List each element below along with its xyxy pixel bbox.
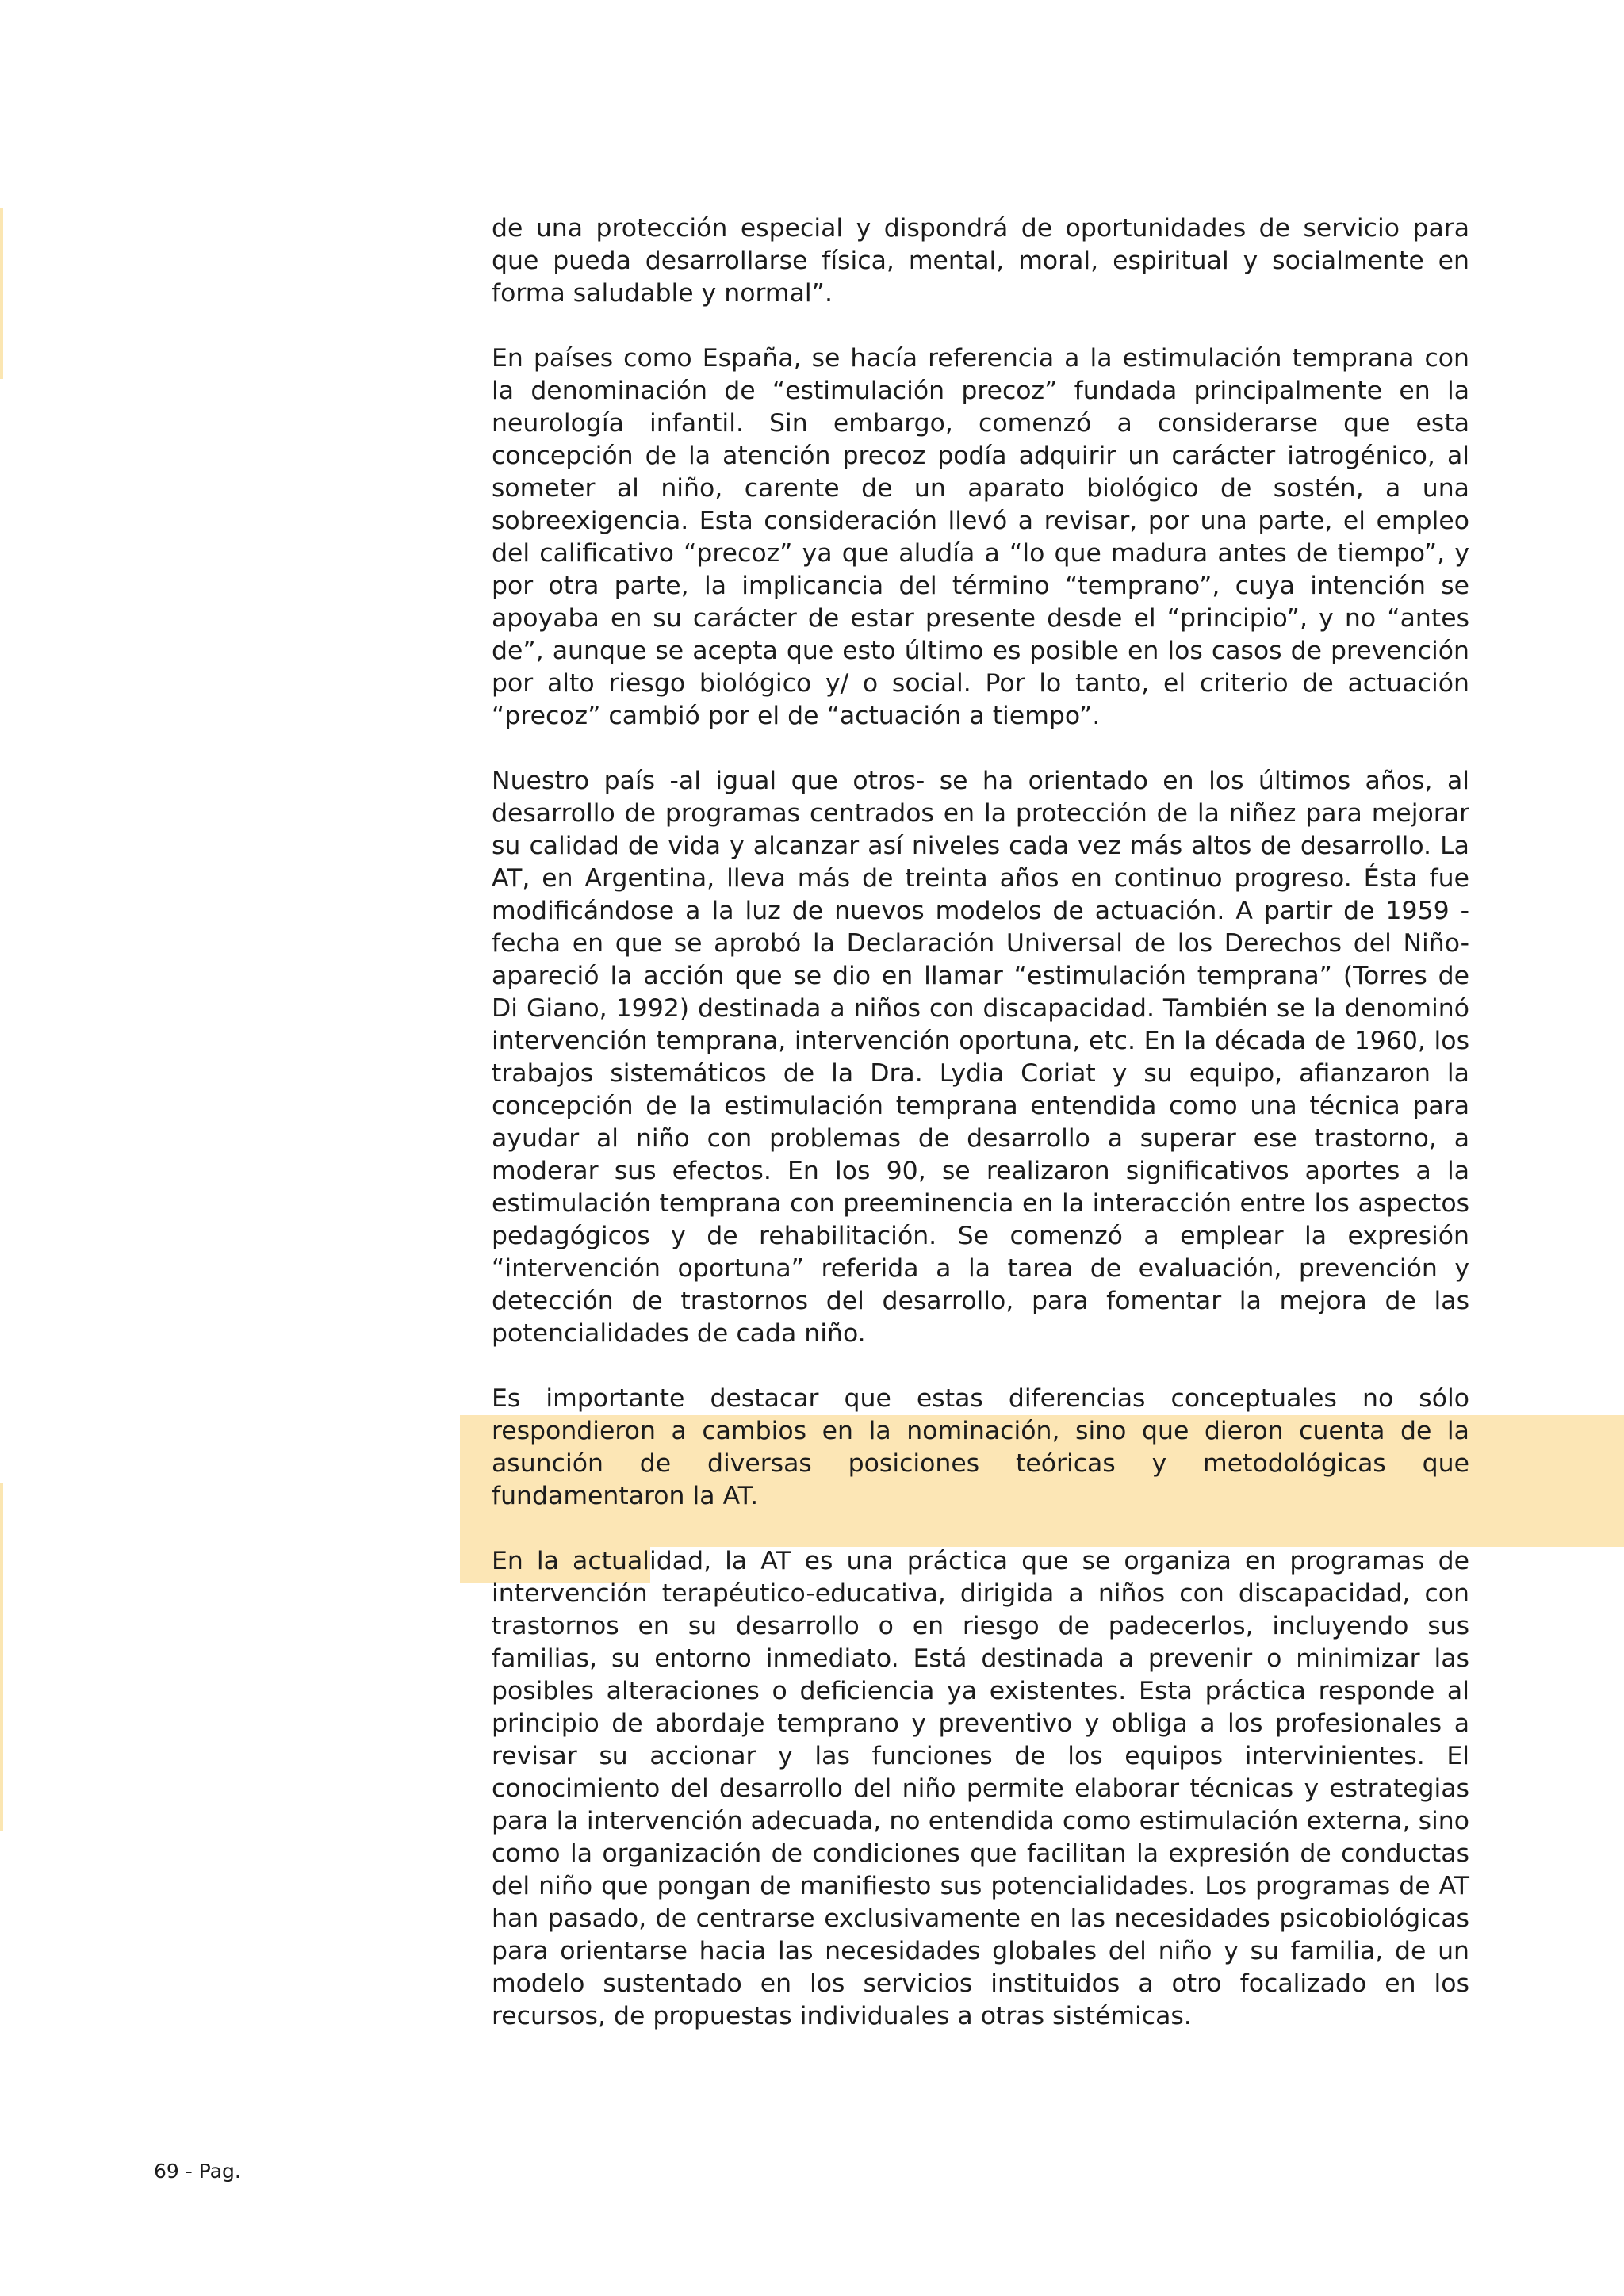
left-edge-bar-top [0,208,3,379]
page-number: 69 - Pag. [154,2160,241,2183]
body-text-column [492,212,1469,2065]
left-edge-bar-bottom [0,1483,3,1831]
paragraph-2: En países como España, se hacía referencia a la estimulación temprana con la denominación de “estimulación precoz” fundada principalmente en la neurología infantil. Sin embargo, comenzó a considerarse que esta concepción de la atención precoz podía adquirir un carácter iatrogénico, al someter al niño, carente de un aparato biológico de sostén, a una sobreexigencia. Esta consideración llevó a revisar, por una parte, el empleo del calificativo “precoz” ya que aludía a “lo que madura antes de tiempo”, y por otra parte, la implicancia del término “temprano”, cuya intención se apoyaba en su carácter de estar presente desde el “principio”, y no “antes de”, aunque se acepta que esto último es posible en los casos de prevención por alto riesgo biológico y/ o social. Por lo tanto, el criterio de actuación “precoz” cambió por el de “actuación a tiempo”. [492,344,1469,730]
paragraph-3: Nuestro país -al igual que otros- se ha orientado en los últimos años, al desarrollo de programas centrados en la protección de la niñez para mejorar su calidad de vida y alcanzar así niveles cada vez más altos de desarrollo. La AT, en Argentina, lleva más de treinta años en continuo progreso. Ésta fue modificándose a la luz de nuevos modelos de actuación. A partir de 1959 -fecha en que se aprobó la Declaración Universal de los Derechos del Niño- apareció la acción que se dio en llamar “estimulación temprana” (Torres de Di Giano, 1992) destinada a niños con discapacidad. También se la denominó intervención temprana, intervención oportuna, etc. En la década de 1960, los trabajos sistemáticos de la Dra. Lydia Coriat y su equipo, afianzaron la concepción de la estimulación temprana entendida como una técnica para ayudar al niño con problemas de desarrollo a superar ese trastorno, a moderar sus efectos. En los 90, se realizaron significativos aportes a la estimulación temprana con preeminencia en la interacción entre los aspectos pedagógicos y de rehabilitación. Se comenzó a emplear la expresión “intervención oportuna” referida a la tarea de evaluación, prevención y detección de trastornos del desarrollo, para fomentar la mejora de las potencialidades de cada niño. [492,767,1469,1348]
paragraph-1: de una protección especial y dispondrá de oportunidades de servicio para que pueda desarrollarse física, mental, moral, espiritual y socialmente en forma saludable y normal”. [492,214,1469,308]
paragraph-4: Es importante destacar que estas diferencias conceptuales no sólo respondieron a cambios en la nominación, sino que dieron cuenta de la asunción de diversas posiciones teóricas y metodológicas que fundamentaron la AT. [492,1384,1469,1510]
paragraph-5: En la actualidad, la AT es una práctica que se organiza en programas de intervención terapéutico-educativa, dirigida a niños con discapacidad, con trastornos en su desarrollo o en riesgo de padecerlos, incluyendo sus familias, su entorno inmediato. Está destinada a prevenir o minimizar las posibles alteraciones o deficiencia ya existentes. Esta práctica responde al principio de abordaje temprano y preventivo y obliga a los profesionales a revisar su accionar y las funciones de los equipos intervinientes. El conocimiento del desarrollo del niño permite elaborar técnicas y estrategias para la intervención adecuada, no entendida como estimulación externa, sino como la organización de condiciones que facilitan la expresión de conductas del niño que pongan de manifiesto sus potencialidades. Los programas de AT han pasado, de centrarse exclusivamente en las necesidades psicobiológicas para orientarse hacia las necesidades globales del niño y su familia, de un modelo sustentado en los servicios instituidos a otro focalizado en los recursos, de propuestas individuales a otras sistémicas. [492,1547,1469,2030]
